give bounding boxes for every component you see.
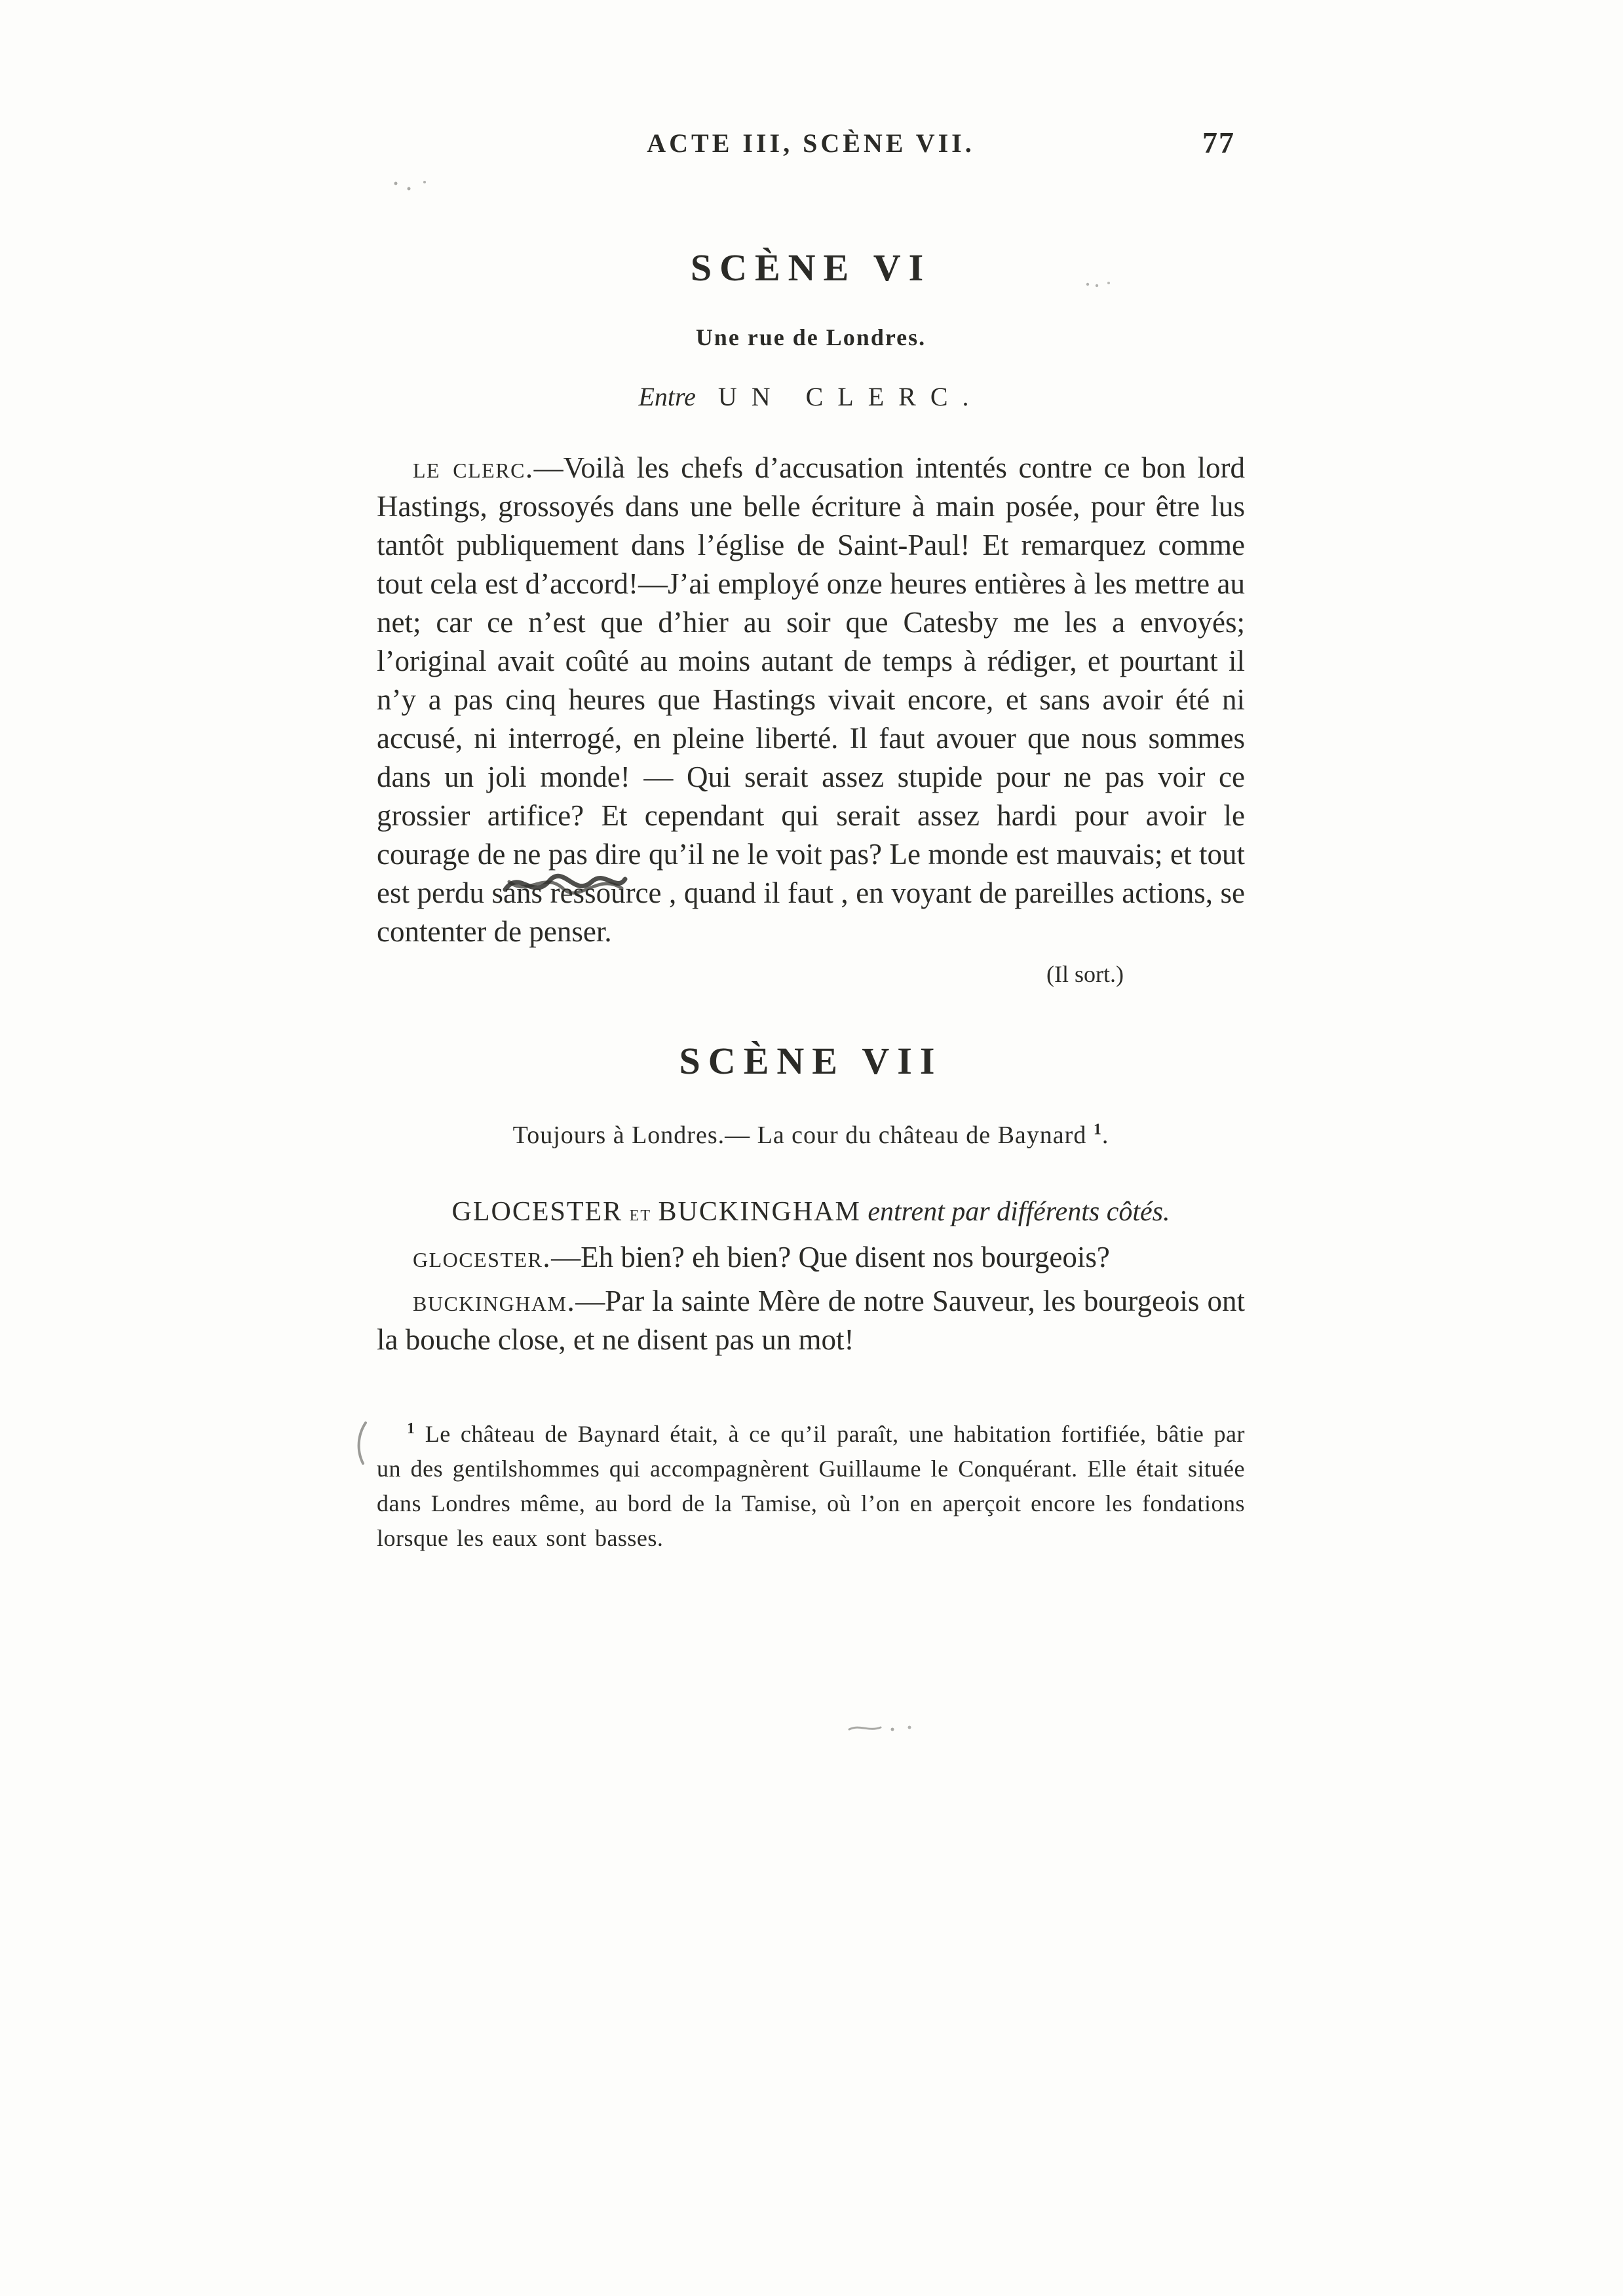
bottom-scan-mark	[847, 1722, 919, 1736]
footnote-text: Le château de Baynard était, à ce qu’il paraît, une habitation fortifiée, bâtie par un des gentilshommes qui accompagnèrent Guillaume le Conquérant. Elle était située dans Londres même, au bord de la Tamise, où l’on en aperçoit encore les fondations lorsque les eaux sont basses.	[377, 1421, 1245, 1551]
scene-6-section	[377, 246, 1245, 988]
scene-7-title: SCÈNE VII	[679, 1040, 943, 1082]
running-title: ACTE III, SCÈNE VII.	[647, 128, 975, 158]
scene-6-setting: Une rue de Londres.	[695, 324, 926, 350]
footnote-marker: 1	[407, 1420, 415, 1437]
margin-scan-mark	[354, 1420, 371, 1466]
character-name-glocester: GLOCESTER	[451, 1197, 623, 1227]
characters-stage-direction: entrent par différents côtés.	[868, 1197, 1170, 1227]
character-conjunction: et	[629, 1201, 651, 1226]
text-column	[377, 128, 1245, 1556]
footnote-reference-mark: 1	[1093, 1121, 1102, 1139]
speaker-name: le clerc.	[413, 451, 534, 484]
character-name-buckingham: BUCKINGHAM	[658, 1197, 861, 1227]
footnote	[377, 1417, 1245, 1556]
buckingham-speech	[377, 1282, 1245, 1359]
scene-7-setting-text: Toujours à Londres.— La cour du château de Baynard	[512, 1121, 1094, 1149]
clerc-speech	[377, 449, 1245, 951]
page-header	[377, 128, 1245, 162]
speaker-name: glocester.	[413, 1241, 552, 1273]
speech-text: —Eh bien? eh bien? Que disent nos bourgeois?	[551, 1241, 1110, 1273]
entrance-stage-word: Entre	[638, 382, 696, 411]
scene-7-section	[377, 1039, 1245, 1359]
scene-7-setting	[377, 1121, 1245, 1150]
glocester-speech	[377, 1238, 1245, 1277]
speech-text: —Voilà les chefs d’accusation intentés contre ce bon lord Hastings, grossoyés dans une belle écriture à main posée, pour être lus tantôt publiquement dans l’église de Saint-Paul! Et remarquez comme tout cela est d’accord!—J’ai employé onze heures entières à les mettre au net; car ce n’est que d’hier au soir que Catesby me les a envoyés; l’original avait coûté au moins autant de temps à rédiger, et pourtant il n’y a pas cinq heures que Hastings vivait encore, et sans avoir été ni accusé, ni interrogé, en pleine liberté. Il faut avouer que nous sommes dans un joli monde! — Qui serait assez stupide pour ne pas voir ce grossier artifice? Et cependant qui serait assez hardi pour avoir le courage de ne pas dire qu’il ne le voit pas? Le monde est mauvais; et tout est perdu sans ressource , quand il faut , en voyant de pareilles actions, se contenter de penser.	[377, 451, 1245, 948]
scene-7-setting-period: .	[1101, 1121, 1109, 1149]
page-number: 77	[1202, 126, 1235, 159]
speech-text: —Par la sainte Mère de notre Sauveur, les bourgeois ont la bouche close, et ne disent pas un mot!	[377, 1285, 1245, 1356]
speaker-name: buckingham.	[413, 1285, 576, 1317]
scene-6-entrance	[377, 381, 1245, 412]
scene-6-title: SCÈNE VI	[690, 246, 932, 289]
scene-7-characters-line	[431, 1193, 1191, 1233]
exit-stage-direction: (Il sort.)	[1046, 961, 1124, 987]
entrance-character-name: UN CLERC.	[717, 382, 983, 411]
